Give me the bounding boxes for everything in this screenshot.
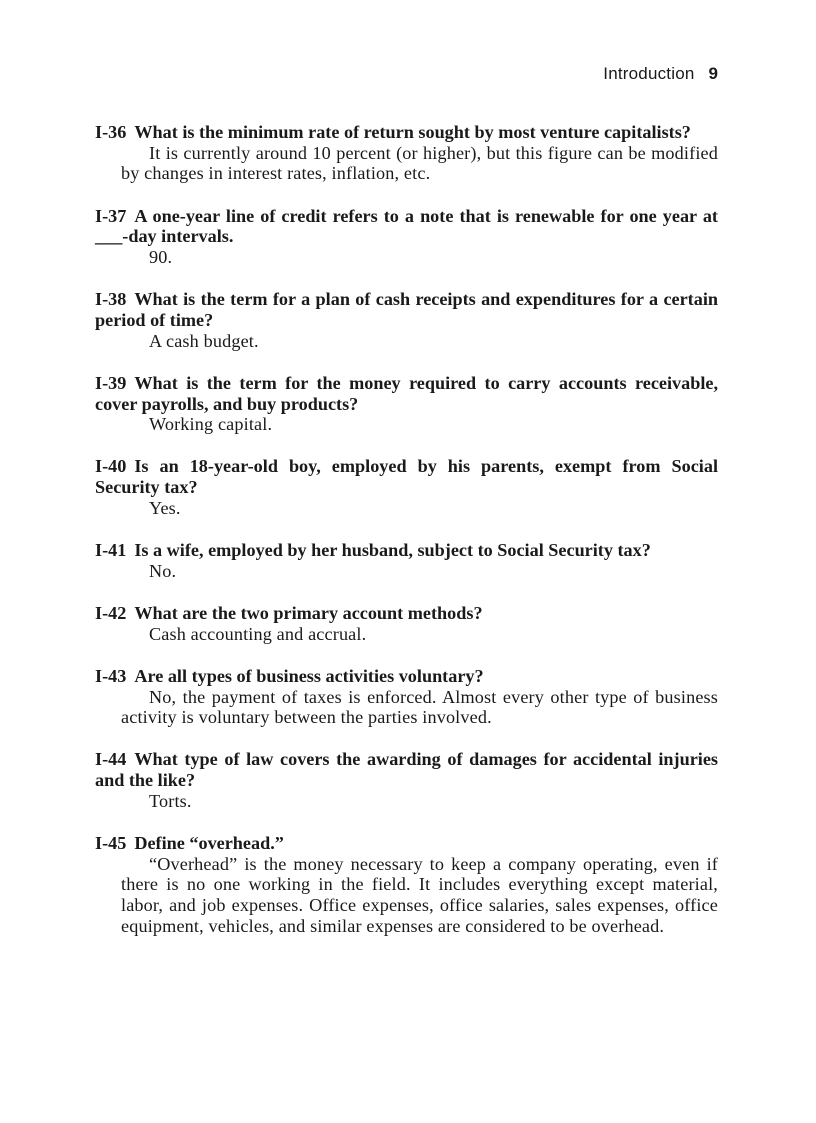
qa-item-i-40 xyxy=(95,456,718,518)
question-id: I-43 xyxy=(95,665,127,686)
answer-text: A cash budget. xyxy=(149,330,259,351)
answer-text: No. xyxy=(149,560,177,581)
question-id: I-39 xyxy=(95,372,127,393)
question-text: What is the term for the money required to carry accounts receivable, cover payrolls, and buy products? xyxy=(95,372,718,414)
qa-item-i-43 xyxy=(95,666,718,728)
question-id: I-40 xyxy=(95,456,127,477)
question-id: I-36 xyxy=(95,122,127,142)
answer-text: Yes. xyxy=(149,497,181,518)
answer-text: 90. xyxy=(149,247,173,268)
question xyxy=(95,456,718,497)
question-text: What type of law covers the awarding of damages for accidental injuries and the like? xyxy=(95,749,718,791)
qa-item-i-45 xyxy=(95,833,718,937)
answer-text: Cash accounting and accrual. xyxy=(149,623,367,644)
question-id: I-42 xyxy=(95,602,127,623)
question xyxy=(95,540,718,561)
question-text: What are the two primary account methods? xyxy=(134,602,483,623)
page-number: 9 xyxy=(708,64,718,83)
question-id: I-44 xyxy=(95,749,127,770)
answer-text: No, the payment of taxes is enforced. Almost every other type of business activity is voluntary between the parties involved. xyxy=(121,686,718,728)
qa-item-i-37 xyxy=(95,206,718,268)
qa-list xyxy=(95,122,718,958)
qa-item-i-39 xyxy=(95,373,718,435)
answer-text: Working capital. xyxy=(149,414,273,435)
answer-text: “Overhead” is the money necessary to keep a company operating, even if there is no one working in the field. It includes everything except material, labor, and job expenses. Office expenses, office salaries, sales expenses, office equipment, vehicles, and similar expenses are considered to be overhead. xyxy=(121,853,718,936)
question xyxy=(95,122,718,143)
qa-item-i-42 xyxy=(95,603,718,644)
answer-text: Torts. xyxy=(149,790,192,811)
question-text: What is the minimum rate of return sought by most venture capitalists? xyxy=(134,122,691,142)
question-id: I-38 xyxy=(95,289,127,310)
question xyxy=(95,666,718,687)
question xyxy=(95,289,718,330)
qa-item-i-36 xyxy=(95,122,718,184)
qa-item-i-38 xyxy=(95,289,718,351)
page-header xyxy=(603,64,718,84)
question-text: Is a wife, employed by her husband, subject to Social Security tax? xyxy=(134,540,651,561)
question-text: Is an 18-year-old boy, employed by his parents, exempt from Social Security tax? xyxy=(95,456,718,498)
qa-item-i-44 xyxy=(95,749,718,811)
qa-item-i-41 xyxy=(95,540,718,581)
question-text: Define “overhead.” xyxy=(134,833,284,854)
question-text: Are all types of business activities voluntary? xyxy=(134,665,484,686)
question xyxy=(95,749,718,790)
question xyxy=(95,206,718,247)
section-title: Introduction xyxy=(603,64,695,83)
question xyxy=(95,833,718,854)
question-text: What is the term for a plan of cash receipts and expenditures for a certain period of time? xyxy=(95,289,718,330)
question-id: I-45 xyxy=(95,833,127,854)
question xyxy=(95,373,718,414)
question-id: I-41 xyxy=(95,540,127,561)
question xyxy=(95,603,718,624)
question-text: A one-year line of credit refers to a note that is renewable for one year at ___-day intervals. xyxy=(95,205,718,247)
answer-text: It is currently around 10 percent (or higher), but this figure can be modified by changes in interest rates, inflation, etc. xyxy=(121,142,718,184)
question-id: I-37 xyxy=(95,205,127,226)
